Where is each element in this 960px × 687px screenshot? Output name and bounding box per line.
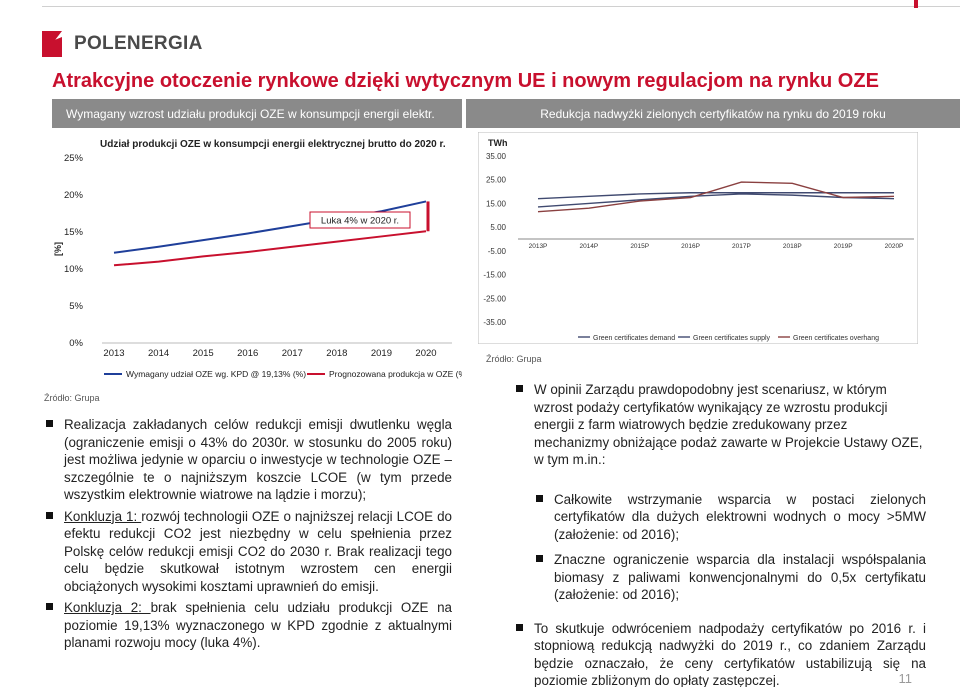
left-source: Źródło: Grupa [44,393,100,403]
chart1-legend-label: Wymagany udział OZE wg. KPD @ 19,13% (%) [126,369,307,379]
right-subbullet-1-text: Całkowite wstrzymanie wsparcia w postaci zielonych certyfikatów dla dużych elektrowni wodnych o mocy >5MW (założenie: od 2016); [554,491,926,542]
chart2-legend-label: Green certificates supply [693,335,771,342]
left-section-header: Wymagany wzrost udziału produkcji OZE w konsumpcji energii elektr. [52,99,462,128]
logo-mark-icon [42,31,66,57]
chart1-ylabel: [%] [53,242,63,256]
chart1-ytick: 20% [63,190,83,201]
chart1-ytick: 15% [63,227,83,238]
right-section-header: Redukcja nadwyżki zielonych certyfikatów na rynku do 2019 roku [466,99,960,128]
top-rule [42,6,960,7]
left-bullet-2 [44,508,452,596]
chart2-ytick: 15.00 [485,199,506,209]
chart2-xtick: 2013P [528,243,548,250]
chart1-ytick: 10% [63,264,83,275]
chart2-ytick: -15.00 [483,270,506,280]
chart1-series-line [114,231,426,265]
chart2-frame [478,132,918,344]
right-bullet-2-text: To skutkuje odwróceniem nadpodaży certyfikatów po 2016 r. i stopniową redukcją nadwyżki do 2019 r., co zdaniem Zarządu będzie oznaczało, że ceny certyfikatów ustabilizują się na poziomie zbliżonym do opłaty zastępczej. [534,620,926,687]
polenergia-logo [42,30,203,58]
chart1-title: Udział produkcji OZE w konsumpcji energii elektrycznej brutto do 2020 r. [100,139,446,150]
left-text-column [44,416,452,656]
left-bullet-3-text: brak spełnienia celu udziału produkcji OZE na poziomie 19,13% wyznaczonego w KPD zgodnie z aktualnymi planami rozwoju mocy (luka 4%). [64,600,453,650]
chart2-xtick: 2016P [681,243,700,250]
chart1-xtick: 2020 [415,348,437,359]
conclusion-1-label: Konkluzja 1: [64,508,142,524]
chart2-ytick: -5.00 [487,246,506,256]
left-bullet-1-text: Realizacja zakładanych celów redukcji emisji dwutlenku węgla (ograniczenie emisji o 43% do 2030r. w stosunku do 2005 roku) jest możliwa jedynie w oparciu o inwestycje w technologie OZE – szczególnie te o najniższym koszcie LCOE (w tym przede wszystkim elektrownie wiatrowe na lądzie i morzu); [64,417,452,502]
oze-share-chart [52,130,462,385]
right-bullet-1 [514,381,926,469]
left-bullet-2-text: rozwój technologii OZE o najniższej relacji LCOE do efektu redukcji CO2 jest niezbędny w celu spełnienia przez Polskę celów redukcji emisji CO2 do 2030 r. Brak realizacji tego celu będzie skutkował istotnym wzrostem cen energii obciążonych wysokimi kosztami uprawnień do emisji. [64,508,452,594]
chart1-xtick: 2017 [281,348,303,359]
conclusion-2-label: Konkluzja 2: [64,600,151,615]
chart1-xtick: 2018 [326,348,348,359]
chart2-xtick: 2017P [732,243,751,250]
chart1-annotation: Luka 4% w 2020 r. [320,215,400,227]
chart2-xtick: 2019P [833,243,853,250]
chart2-ytick: -35.00 [483,318,506,327]
chart1-xtick: 2014 [148,348,170,359]
chart1-xtick: 2019 [370,348,392,359]
chart2-ylabel: TWh [488,138,508,148]
right-text-column [514,381,926,687]
chart1-ytick: 5% [69,301,83,312]
chart2-ytick: -25.00 [483,294,506,304]
green-certificates-chart-svg [478,132,918,344]
chart2-ytick: 35.00 [485,152,506,161]
chart2-legend-label: Green certificates overhang [793,335,879,342]
oze-share-chart-svg [52,130,462,385]
chart2-xtick: 2015P [630,243,650,250]
chart2-xtick: 2014P [579,243,599,250]
right-subbullet-1 [514,491,926,544]
corner-mark [914,0,918,8]
green-certificates-chart [478,132,918,344]
right-bullet-1-text: W opinii Zarządu prawdopodobny jest scenariusz, w którym wzrost podaży certyfikatów wynikający ze wzrostu produkcji energii z farm wiatrowych będzie zredukowany przez mechanizmy obniżające podaż zawarte w Projekcie Ustawy OZE, w tym m.in.: [534,382,923,467]
chart2-xtick: 2020P [884,243,904,250]
chart1-ytick: 25% [63,153,83,164]
right-subbullet-2 [514,551,926,604]
chart1-xtick: 2016 [237,348,259,359]
right-bullet-2 [514,620,926,687]
chart1-xtick: 2013 [103,348,125,359]
chart1-legend-label: Prognozowana produkcja w OZE (%) [329,369,462,379]
left-bullet-3 [44,599,452,652]
logo-text: POLENERGIA [74,33,203,54]
page-title: Atrakcyjne otoczenie rynkowe dzięki wytycznym UE i nowym regulacjom na rynku OZE [52,70,879,92]
right-subbullet-2-text: Znaczne ograniczenie wsparcia dla instalacji współspalania biomasy z paliwami konwencjonalnymi do 0,5x certyfikatu (założenie: od 2016); [554,552,926,602]
chart2-ytick: 5.00 [490,223,506,233]
chart2-legend-label: Green certificates demand [593,335,676,342]
chart2-xtick: 2018P [782,243,802,250]
chart1-xtick: 2015 [192,348,214,359]
chart1-ytick: 0% [69,338,83,349]
right-source: Źródło: Grupa [486,354,542,364]
left-bullet-1 [44,416,452,504]
chart2-ytick: 25.00 [485,175,506,185]
page-number: 11 [898,671,912,686]
